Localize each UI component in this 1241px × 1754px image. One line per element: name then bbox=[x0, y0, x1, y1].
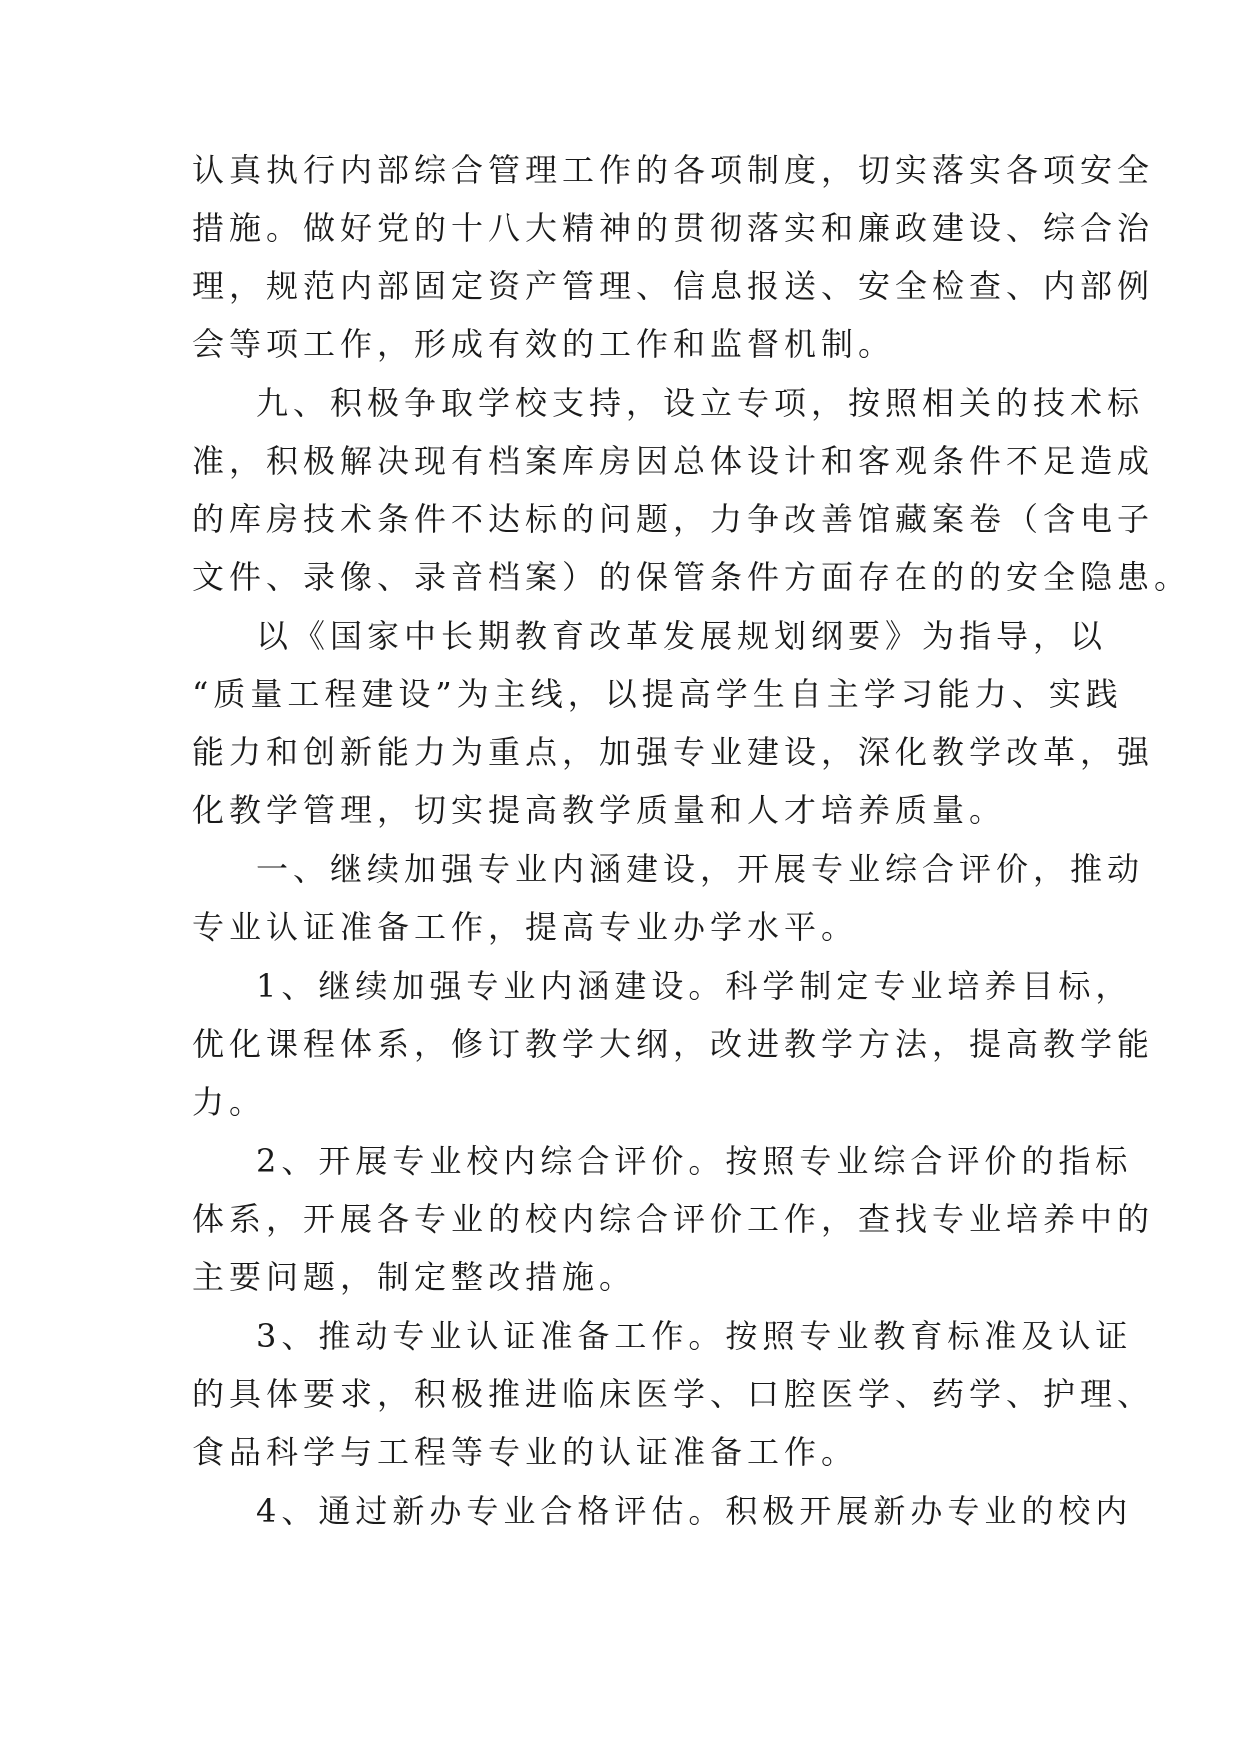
text-line: 准，积极解决现有档案库房因总体设计和客观条件不足造成 bbox=[192, 442, 1155, 480]
text-line: 理，规范内部固定资产管理、信息报送、安全检查、内部例 bbox=[192, 267, 1155, 305]
text-line: 的库房技术条件不达标的问题，力争改善馆藏案卷（含电子 bbox=[192, 500, 1155, 538]
text-line: 力。 bbox=[192, 1083, 267, 1121]
text-line: 能力和创新能力为重点，加强专业建设，深化教学改革，强 bbox=[192, 733, 1155, 771]
section-heading-line: 一、继续加强专业内涵建设，开展专业综合评价，推动 bbox=[256, 850, 1145, 888]
text-line: 措施。做好党的十八大精神的贯彻落实和廉政建设、综合治 bbox=[192, 209, 1155, 247]
paragraph-start-line: 1、继续加强专业内涵建设。科学制定专业培养目标， bbox=[256, 967, 1133, 1005]
text-line: 优化课程体系，修订教学大纲，改进教学方法，提高教学能 bbox=[192, 1025, 1155, 1063]
section-heading-line: 专业认证准备工作，提高专业办学水平。 bbox=[192, 908, 859, 946]
text-line: 认真执行内部综合管理工作的各项制度，切实落实各项安全 bbox=[192, 151, 1155, 189]
paragraph-start-line: 以《国家中长期教育改革发展规划纲要》为指导，以 bbox=[256, 617, 1108, 655]
text-line: 文件、录像、录音档案）的保管条件方面存在的的安全隐患。 bbox=[192, 558, 1192, 596]
paragraph-start-line: 2、开展专业校内综合评价。按照专业综合评价的指标 bbox=[256, 1142, 1133, 1180]
text-line: 化教学管理，切实提高教学质量和人才培养质量。 bbox=[192, 791, 1007, 829]
text-line: “质量工程建设”为主线，以提高学生自主学习能力、实践 bbox=[192, 675, 1123, 713]
text-line: 的具体要求，积极推进临床医学、口腔医学、药学、护理、 bbox=[192, 1375, 1155, 1413]
paragraph-start-line: 4、通过新办专业合格评估。积极开展新办专业的校内 bbox=[256, 1492, 1133, 1530]
text-line: 体系，开展各专业的校内综合评价工作，查找专业培养中的 bbox=[192, 1200, 1155, 1238]
text-line: 主要问题，制定整改措施。 bbox=[192, 1258, 637, 1296]
paragraph-start-line: 九、积极争取学校支持，设立专项，按照相关的技术标 bbox=[256, 384, 1145, 422]
text-line: 食品科学与工程等专业的认证准备工作。 bbox=[192, 1433, 859, 1471]
paragraph-start-line: 3、推动专业认证准备工作。按照专业教育标准及认证 bbox=[256, 1317, 1133, 1355]
text-line: 会等项工作，形成有效的工作和监督机制。 bbox=[192, 325, 896, 363]
